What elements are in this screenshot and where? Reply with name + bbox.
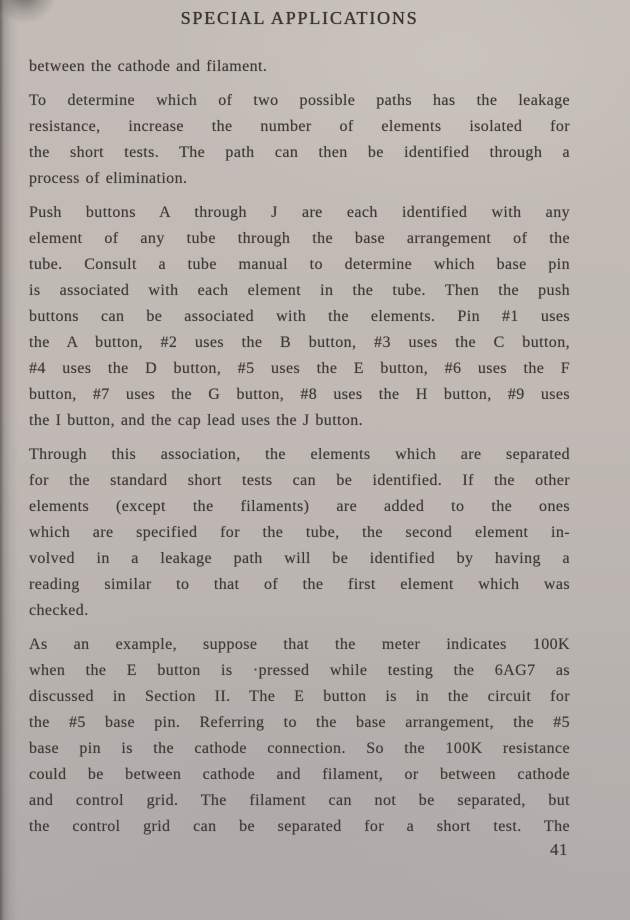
text-line: resistance, increase the number of elements isolated for [29,118,570,135]
page-body [29,54,570,840]
text-line: is associated with each element in the tube. Then the push [29,282,570,299]
page-number: 41 [550,840,568,859]
text-line: process of elimination. [29,170,188,187]
text-line: base pin is the cathode connection. So the 100K resistance [29,740,570,757]
text-line: the A button, #2 uses the B button, #3 uses the C button, [29,334,570,351]
text-line: button, #7 uses the G button, #8 uses the H button, #9 uses [29,386,570,403]
text-line: reading similar to that of the first element which was [29,576,570,593]
text-line: the short tests. The path can then be identified through a [29,144,570,161]
text-line: tube. Consult a tube manual to determine which base pin [29,256,570,273]
text-line: volved in a leakage path will be identified by having a [29,550,570,567]
text-line: when the E button is ·pressed while testing the 6AG7 as [29,662,570,679]
text-line: the I button, and the cap lead uses the J button. [29,412,364,429]
text-line: Through this association, the elements which are separated [29,446,570,463]
text-line: the #5 base pin. Referring to the base arrangement, the #5 [29,714,570,731]
page-content [29,8,570,840]
text-line: Push buttons A through J are each identified with any [29,204,570,221]
text-line: To determine which of two possible paths has the leakage [29,92,570,109]
text-line: between the cathode and filament. [29,58,268,75]
text-line: which are specified for the tube, the second element in- [29,524,570,541]
page-gutter-shadow [0,0,20,920]
text-line: checked. [29,602,89,619]
text-line: buttons can be associated with the elements. Pin #1 uses [29,308,570,325]
text-line: elements (except the filaments) are added to the ones [29,498,570,515]
text-line: element of any tube through the base arrangement of the [29,230,570,247]
text-line: for the standard short tests can be identified. If the other [29,472,570,489]
text-line: and control grid. The filament can not be separated, but [29,792,570,809]
text-line: the control grid can be separated for a short test. The [29,818,570,835]
text-line: As an example, suppose that the meter indicates 100K [29,636,570,653]
text-line: discussed in Section II. The E button is in the circuit for [29,688,570,705]
text-line: could be between cathode and filament, or between cathode [29,766,570,783]
text-line: #4 uses the D button, #5 uses the E button, #6 uses the F [29,360,570,377]
page-header: SPECIAL APPLICATIONS [180,8,419,28]
